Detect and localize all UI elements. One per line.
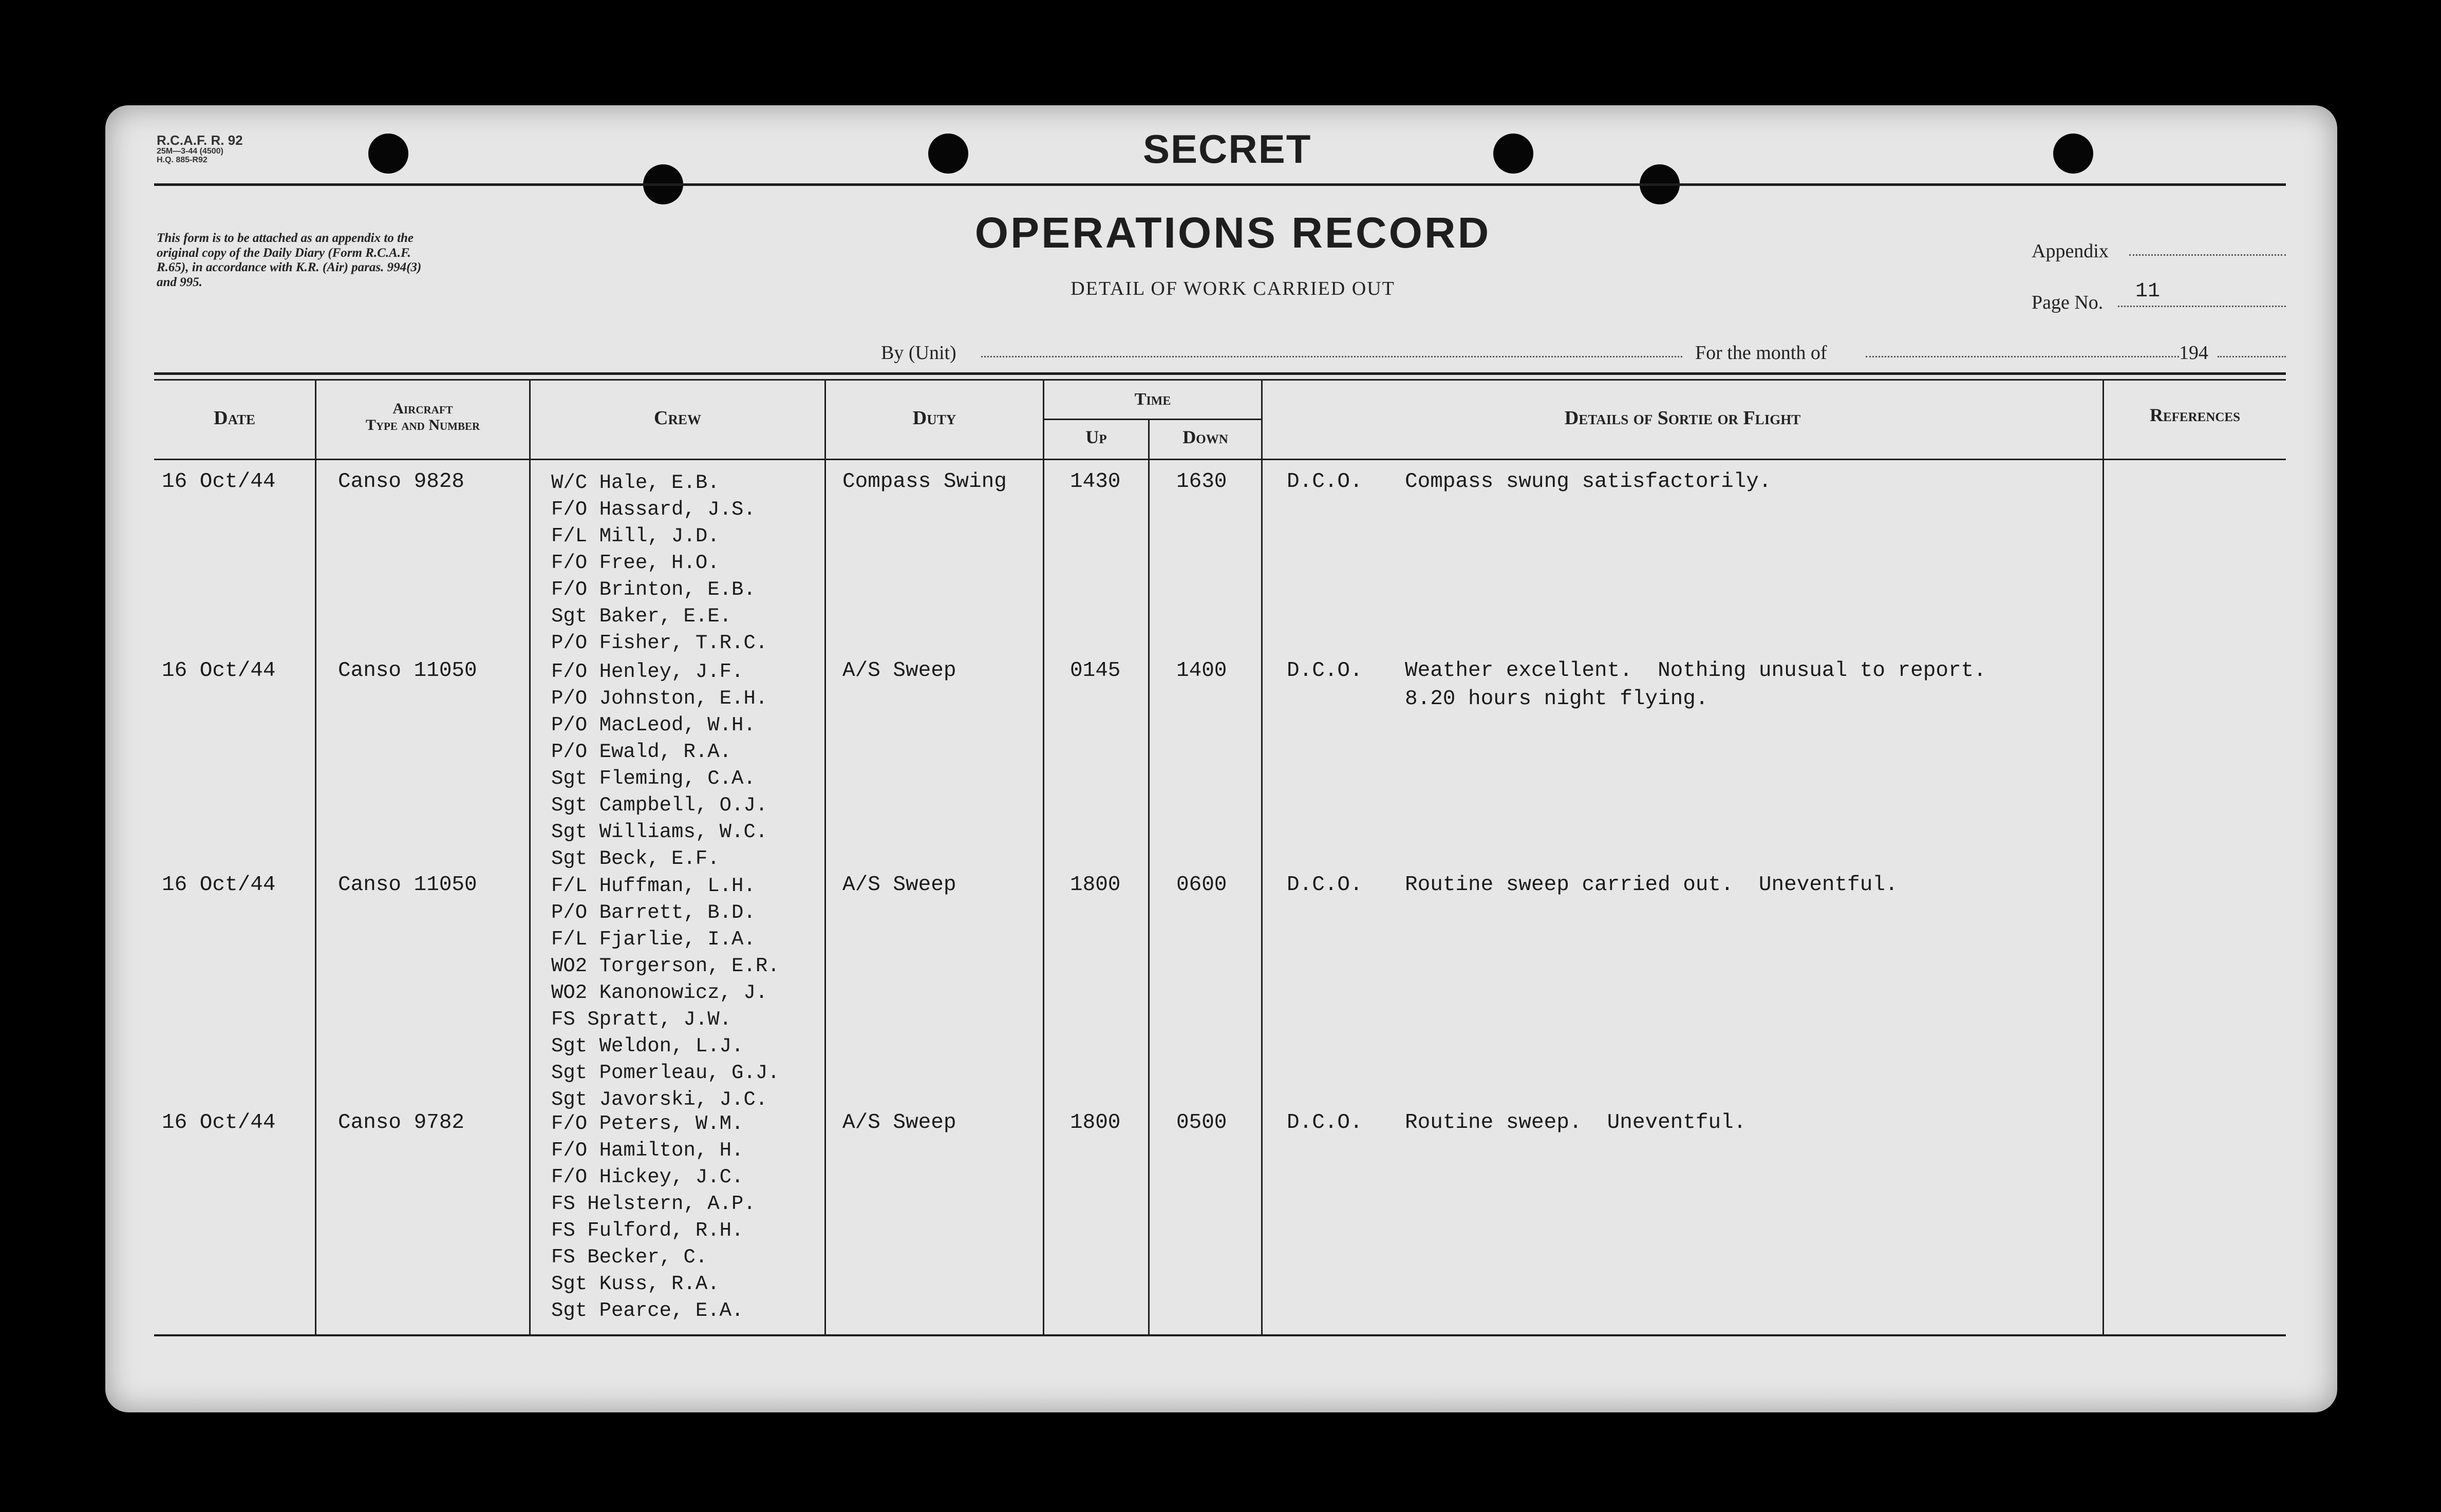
- page-number-line: [2118, 306, 2286, 307]
- crew-member: FS Helstern, A.P.: [551, 1193, 756, 1215]
- crew-member: F/O Hassard, J.S.: [551, 498, 756, 521]
- punch-hole: [1493, 134, 1533, 174]
- time-sub-rule: [1043, 419, 1261, 420]
- month-label: For the month of: [1695, 342, 1827, 364]
- col-line-crew: [824, 379, 826, 1334]
- row-aircraft: Canso 11050: [338, 659, 477, 683]
- crew-member: Sgt Fleming, C.A.: [551, 767, 756, 790]
- row-authority: D.C.O.: [1287, 470, 1363, 494]
- appendix-line: [2129, 254, 2286, 256]
- page-number-label: Page No.: [2032, 292, 2104, 313]
- crew-member: P/O Johnston, E.H.: [551, 687, 768, 710]
- crew-member: F/O Peters, W.M.: [551, 1112, 744, 1135]
- crew-member: FS Spratt, J.W.: [551, 1008, 732, 1031]
- form-code-line1: R.C.A.F. R. 92: [157, 133, 243, 148]
- classification-stamp: SECRET: [1143, 126, 1312, 172]
- crew-member: F/O Hamilton, H.: [551, 1139, 744, 1162]
- row-duty: Compass Swing: [842, 470, 1007, 494]
- col-line-duty: [1043, 379, 1044, 1334]
- row-date: 16 Oct/44: [162, 470, 276, 494]
- crew-member: F/L Huffman, L.H.: [551, 875, 756, 897]
- row-date: 16 Oct/44: [162, 1111, 276, 1135]
- header-aircraft-line1: Aircraft: [392, 400, 453, 417]
- crew-member: Sgt Pearce, E.A.: [551, 1299, 744, 1322]
- crew-member: Sgt Beck, E.F.: [551, 847, 720, 870]
- punch-hole: [2053, 134, 2093, 174]
- row-detail-line: 8.20 hours night flying.: [1405, 687, 1708, 711]
- crew-member: Sgt Campbell, O.J.: [551, 794, 768, 817]
- row-time-up: 1800: [1070, 1111, 1121, 1135]
- header-aircraft-line2: Type and Number: [365, 416, 480, 433]
- row-date: 16 Oct/44: [162, 873, 276, 897]
- page-subtitle: DETAIL OF WORK CARRIED OUT: [1071, 278, 1395, 299]
- table-top-rule: [154, 372, 2286, 375]
- header-up: Up: [1085, 427, 1107, 447]
- operations-record-card: [105, 105, 2337, 1412]
- crew-member: FS Fulford, R.H.: [551, 1219, 744, 1242]
- crew-member: Sgt Kuss, R.A.: [551, 1273, 720, 1295]
- row-aircraft: Canso 9828: [338, 470, 465, 494]
- row-time-up: 1430: [1070, 470, 1121, 494]
- row-time-up: 0145: [1070, 659, 1121, 683]
- row-detail-line: Routine sweep. Uneventful.: [1405, 1111, 1747, 1135]
- form-code-line2: 25M—3-44 (4500): [157, 147, 223, 156]
- header-crew: Crew: [654, 407, 701, 429]
- year-line: [2218, 356, 2286, 357]
- row-detail-line: Routine sweep carried out. Uneventful.: [1405, 873, 1898, 897]
- crew-member: Sgt Pomerleau, G.J.: [551, 1062, 780, 1084]
- col-line-details: [2102, 379, 2104, 1334]
- row-duty: A/S Sweep: [842, 659, 956, 683]
- crew-member: WO2 Torgerson, E.R.: [551, 955, 780, 977]
- header-references: References: [2149, 405, 2241, 425]
- crew-member: Sgt Baker, E.E.: [551, 605, 732, 628]
- row-aircraft: Canso 11050: [338, 873, 477, 897]
- crew-member: Sgt Javorski, J.C.: [551, 1088, 768, 1111]
- page-number-value: 11: [2135, 280, 2161, 303]
- row-time-down: 0500: [1176, 1111, 1227, 1135]
- crew-member: FS Becker, C.: [551, 1246, 708, 1269]
- crew-member: F/O Free, H.O.: [551, 552, 720, 574]
- crew-member: W/C Hale, E.B.: [551, 471, 720, 494]
- appendix-label: Appendix: [2032, 240, 2109, 262]
- row-detail-line: Compass swung satisfactorily.: [1405, 470, 1772, 494]
- row-duty: A/S Sweep: [842, 873, 956, 897]
- header-down: Down: [1182, 427, 1228, 447]
- row-time-down: 0600: [1176, 873, 1227, 897]
- header-aircraft: [316, 401, 529, 433]
- header-rule: [154, 183, 2286, 186]
- month-line: [1866, 356, 2179, 357]
- row-time-down: 1630: [1176, 470, 1227, 494]
- year-prefix: 194: [2179, 342, 2208, 364]
- col-line-down: [1261, 379, 1263, 1334]
- form-code-line3: H.Q. 885-R92: [157, 156, 208, 165]
- crew-member: F/O Henley, J.F.: [551, 660, 744, 683]
- table-top-rule-2: [154, 379, 2286, 381]
- col-line-aircraft: [529, 379, 531, 1334]
- header-time: Time: [1134, 390, 1171, 409]
- attachment-note: This form is to be attached as an appendix to the original copy of the Daily Diary (Form R.C.A.F. R.65), in accordance with K.R. (Air) paras. 994(3) and 995.: [157, 231, 422, 289]
- row-date: 16 Oct/44: [162, 659, 276, 683]
- table-header-rule: [154, 459, 2286, 460]
- crew-member: P/O MacLeod, W.H.: [551, 714, 756, 736]
- crew-member: F/O Brinton, E.B.: [551, 578, 756, 601]
- crew-member: F/L Mill, J.D.: [551, 525, 720, 547]
- punch-hole: [928, 134, 968, 174]
- form-code: [157, 134, 243, 165]
- crew-member: P/O Barrett, B.D.: [551, 901, 756, 924]
- table-bottom-rule: [154, 1334, 2286, 1336]
- row-authority: D.C.O.: [1287, 1111, 1363, 1135]
- crew-member: Sgt Weldon, L.J.: [551, 1035, 744, 1057]
- punch-hole: [368, 134, 408, 174]
- page-title: OPERATIONS RECORD: [974, 209, 1491, 257]
- col-line-date: [315, 379, 316, 1334]
- row-aircraft: Canso 9782: [338, 1111, 465, 1135]
- header-date: Date: [214, 407, 255, 429]
- row-duty: A/S Sweep: [842, 1111, 956, 1135]
- crew-member: F/O Hickey, J.C.: [551, 1166, 744, 1188]
- row-detail-line: Weather excellent. Nothing unusual to report.: [1405, 659, 1986, 683]
- crew-member: P/O Fisher, T.R.C.: [551, 632, 768, 654]
- crew-member: P/O Ewald, R.A.: [551, 741, 732, 763]
- row-authority: D.C.O.: [1287, 873, 1363, 897]
- crew-member: F/L Fjarlie, I.A.: [551, 928, 756, 951]
- crew-member: WO2 Kanonowicz, J.: [551, 981, 768, 1004]
- unit-label: By (Unit): [881, 342, 956, 364]
- row-authority: D.C.O.: [1287, 659, 1363, 683]
- header-details: Details of Sortie or Flight: [1564, 407, 1801, 429]
- header-duty: Duty: [912, 407, 956, 429]
- row-time-up: 1800: [1070, 873, 1121, 897]
- crew-member: Sgt Williams, W.C.: [551, 821, 768, 843]
- unit-line: [981, 356, 1682, 357]
- row-time-down: 1400: [1176, 659, 1227, 683]
- col-line-up: [1148, 420, 1150, 1334]
